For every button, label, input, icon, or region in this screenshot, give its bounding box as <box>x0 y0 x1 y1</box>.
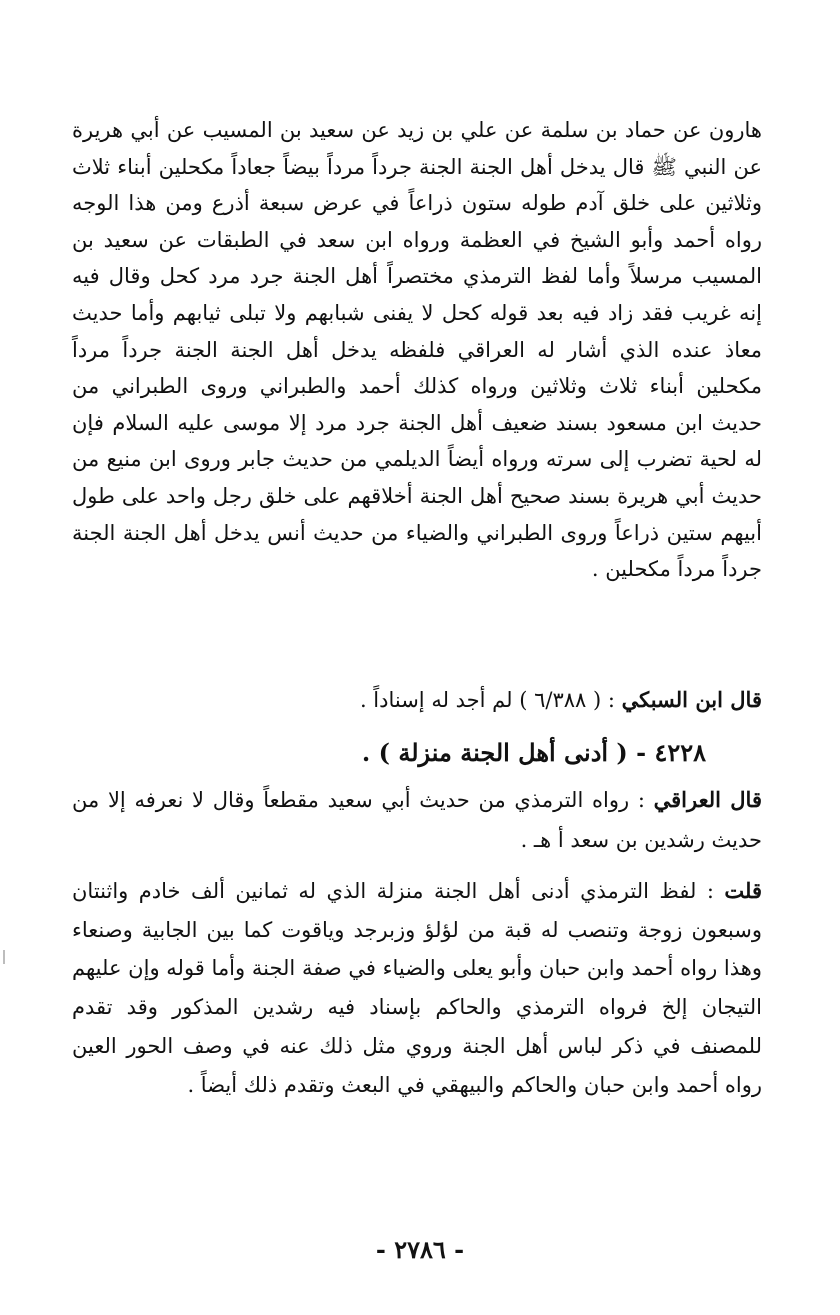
subki-label: قال ابن السبكي <box>621 687 762 712</box>
page-number: - ٢٧٨٦ - <box>375 1235 465 1264</box>
iraqi-text: : رواه الترمذي من حديث أبي سعيد مقطعاً وقال لا نعرفه إلا من حديث رشدين بن سعد أ هـ . <box>72 788 762 852</box>
paragraph-qultu-text <box>72 872 762 1104</box>
margin-scan-mark <box>3 950 5 964</box>
paragraph-iraqi <box>72 780 762 860</box>
qultu-text: : لفظ الترمذي أدنى أهل الجنة منزلة الذي له ثمانين ألف خادم واثنتان وسبعون زوجة وتنصب له قبة من لؤلؤ وزبرجد وياقوت كما بين الجابية وصنعاء وهذا رواه أحمد وابن حبان وأبو يعلى والضياء في صفة الجنة وأما قوله وإن عليهم التيجان إلخ فرواه الترمذي والحاكم بإسناد فيه رشدين المذكور وقد تقدم للمصنف في ذكر لباس أهل الجنة وروي مثل ذلك عنه في وصف الحور العين رواه أحمد وابن حبان والحاكم والبيهقي في البعث وتقدم ذلك أيضاً . <box>72 879 762 1097</box>
qultu-label: قلت <box>724 878 762 903</box>
paragraph-subki-line <box>72 682 762 718</box>
paragraph-qultu <box>72 872 762 1104</box>
subki-text: : ( ٦/٣٨٨ ) لم أجد له إسناداً . <box>359 688 615 712</box>
paragraph-iraqi-text <box>72 780 762 860</box>
iraqi-label: قال العراقي <box>653 787 762 812</box>
paragraph-hadith-commentary <box>72 112 762 588</box>
entry-title: - ( أدنى أهل الجنة منزلة ) . <box>361 738 647 767</box>
entry-number: ٤٢٢٨ <box>654 738 706 767</box>
paragraph-subki <box>72 682 762 718</box>
entry-heading <box>362 738 706 767</box>
paragraph-text: هارون عن حماد بن سلمة عن علي بن زيد عن سعيد بن المسيب عن أبي هريرة عن النبي ﷺ قال يدخل أهل الجنة الجنة جرداً مرداً بيضاً جعاداً مكحلين أبناء ثلاث وثلاثين على خلق آدم طوله ستون ذراعاً في عرض سبعة أذرع ومن هذا الوجه رواه أحمد وأبو الشيخ في العظمة ورواه ابن سعد في الطبقات عن سعيد بن المسيب مرسلاً وأما لفظ الترمذي مختصراً أهل الجنة جرد مرد كحل وقال فيه إنه غريب فقد زاد فيه بعد قوله كحل لا يفنى شبابهم ولا تبلى ثيابهم وأما حديث معاذ عنده الذي أشار له العراقي فلفظه يدخل أهل الجنة الجنة جرداً مرداً مكحلين أبناء ثلاث وثلاثين ورواه كذلك أحمد والطبراني وروى الطبراني من حديث ابن مسعود بسند ضعيف أهل الجنة جرد مرد إلا موسى عليه السلام فإن له لحية تضرب إلى سرته ورواه أيضاً الديلمي من حديث جابر وروى ابن منيع من حديث أبي هريرة بسند صحيح أهل الجنة أخلاقهم على خلق رجل واحد على طول أبيهم ستين ذراعاً وروى الطبراني والضياء من حديث أنس يدخل أهل الجنة الجنة جرداً مرداً مكحلين . <box>72 118 762 582</box>
